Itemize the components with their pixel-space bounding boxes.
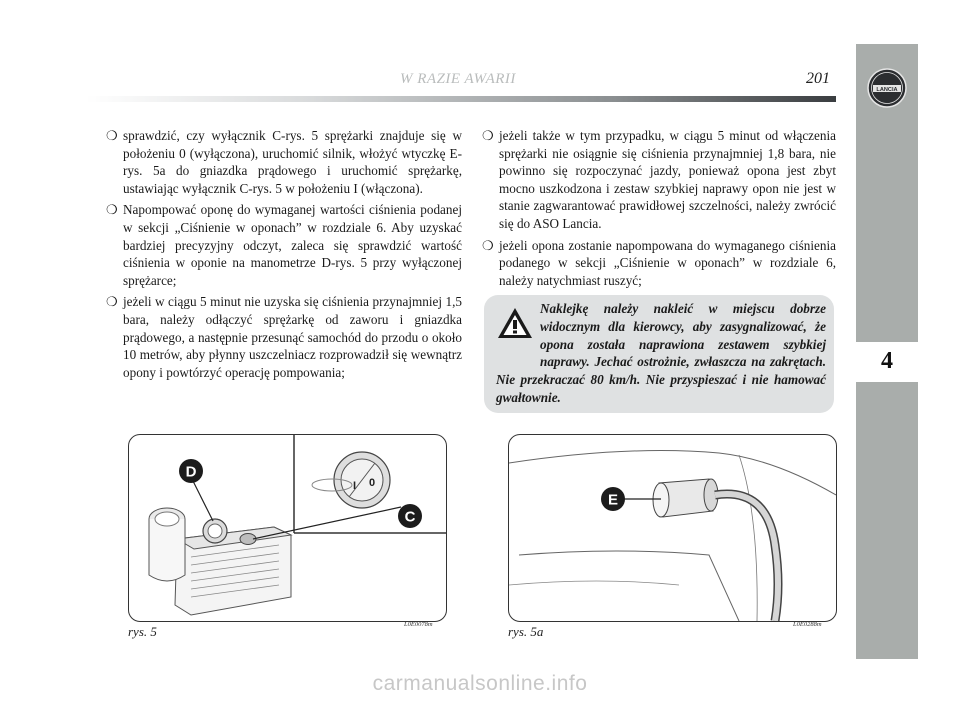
bullet-icon: ❍ <box>106 294 118 310</box>
warning-text-block <box>496 300 826 407</box>
compressor-illustration <box>129 435 446 621</box>
list-item-text: Napompować oponę do wymaganej wartości ciśnienia podanej w sekcji „Ciśnienie w oponach” w rozdziale 6. Aby uzyskać bardziej precyzyjny odczyt, zaleca się sprawdzić wartość ciśnienia w oponie na manometrze D-rys. 5 przy wyłączonej sprężarce; <box>123 202 462 288</box>
list-item <box>106 127 462 197</box>
lancia-logo-icon <box>867 68 907 108</box>
left-column <box>106 127 462 385</box>
header-rule <box>86 96 836 102</box>
list-item <box>106 201 462 289</box>
figure-code: L0E0288m <box>793 621 822 628</box>
bullet-icon: ❍ <box>482 128 494 143</box>
switch-label-0: 0 <box>369 477 376 489</box>
callout-e: E <box>607 491 619 509</box>
list-item-text: sprawdzić, czy wyłącznik C-rys. 5 sprężarki znajduje się w położeniu 0 (wyłączona), uruchomić silnik, włożyć wtyczkę E-rys. 5a do gniazdka prądowego i uruchomić sprężarkę, ustawiając wyłącznik C-rys. 5 w położeniu I (włączona). <box>123 128 462 196</box>
list-item <box>482 237 836 290</box>
list-item-text: jeżeli opona zostanie napompowana do wymaganego ciśnienia podanego w sekcji „Ciśnienie w oponach” w rozdziale 6, należy natychmiast ruszyć; <box>499 237 836 288</box>
figure-socket <box>508 434 837 622</box>
chapter-number: 4 <box>881 348 893 374</box>
callout-c: C <box>404 508 416 526</box>
list-item <box>482 127 836 233</box>
warning-icon-spacer <box>496 300 540 354</box>
socket-illustration <box>509 435 836 621</box>
logo-text: LANCIA <box>876 86 898 93</box>
right-column <box>482 127 836 293</box>
section-title: W RAZIE AWARII <box>400 71 516 87</box>
switch-label-i: I <box>353 480 357 492</box>
figure-caption: rys. 5 <box>128 624 157 639</box>
list-item-text: jeżeli w ciągu 5 minut nie uzyska się ciśnienia przynajmniej 1,5 bara, należy odłączyć sprężarkę od zaworu i gniazdka prądowego, a następnie przesunąć samochód do przodu o około 10 metrów, aby płynny uszczelniacz rozprowadził się wewnątrz opony i powtórzyć operację pompowania; <box>123 294 462 380</box>
callout-d: D <box>185 463 197 481</box>
bullet-icon: ❍ <box>106 202 118 218</box>
bullet-icon: ❍ <box>106 128 118 143</box>
watermark: carmanualsonline.info <box>372 672 588 695</box>
figure-code: L0E0078m <box>404 621 433 628</box>
list-item-text: jeżeli także w tym przypadku, w ciągu 5 minut od włączenia sprężarki nie osiągnie się ciśnienia przynajmniej 1,8 bara, nie powinno się rozpoczynać jazdy, ponieważ opona jest zbyt mocno uszkodzona i zestaw szybkiej naprawy opon nie jest w stanie zagwarantować prawidłowej szczelności, należy zwrócić się do ASO Lancia. <box>499 128 836 231</box>
figure-compressor <box>128 434 447 622</box>
warning-text: Naklejkę należy nakleić w miejscu dobrze widocznym dla kierowcy, aby zasygnalizować, że opona została naprawiona zestawem szybkiej naprawy. Jechać ostrożnie, zwłaszcza na zakrętach. Nie przekraczać 80 km/h. Nie przyspieszać i nie hamować gwałtownie. <box>496 301 826 405</box>
page-number: 201 <box>806 70 830 87</box>
bullet-icon: ❍ <box>482 237 494 253</box>
list-item <box>106 293 462 381</box>
figure-caption: rys. 5a <box>508 624 544 639</box>
